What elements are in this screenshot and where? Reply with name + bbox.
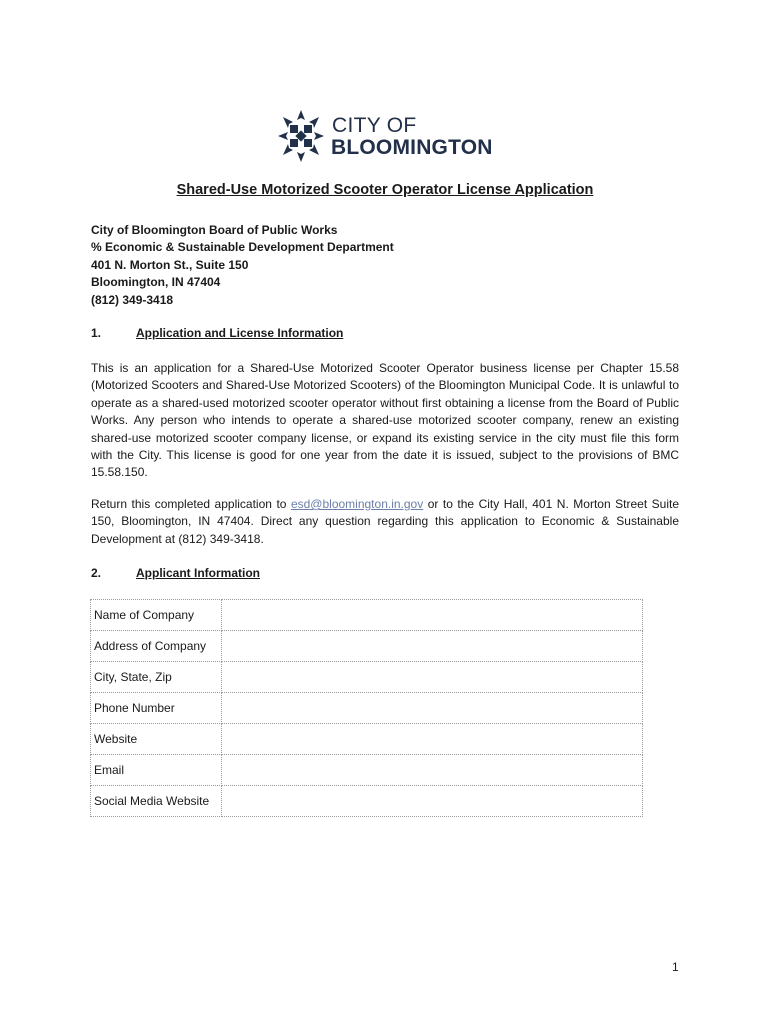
applicant-info-table	[90, 599, 643, 817]
city-logo	[276, 108, 506, 166]
table-row	[91, 786, 643, 817]
table-row	[91, 693, 643, 724]
city-state-zip-field[interactable]	[222, 662, 643, 693]
page-number: 1	[672, 960, 679, 974]
table-row	[91, 724, 643, 755]
field-label: Phone Number	[91, 693, 222, 724]
phone-number-field[interactable]	[222, 693, 643, 724]
field-label: Website	[91, 724, 222, 755]
address-line: % Economic & Sustainable Development Department	[91, 240, 394, 255]
table-row	[91, 755, 643, 786]
logo-line-2: BLOOMINGTON	[331, 136, 493, 159]
section-number: 1.	[91, 326, 102, 340]
company-name-field[interactable]	[222, 600, 643, 631]
logo-line-1: CITY OF	[332, 114, 417, 137]
address-block	[91, 222, 394, 309]
table-row	[91, 600, 643, 631]
field-label: Address of Company	[91, 631, 222, 662]
address-line: (812) 349-3418	[91, 292, 174, 307]
address-line: City of Bloomington Board of Public Works	[91, 223, 338, 237]
section-number: 2.	[91, 566, 102, 580]
company-address-field[interactable]	[222, 631, 643, 662]
field-label: Social Media Website	[91, 786, 222, 817]
table-row	[91, 662, 643, 693]
email-field[interactable]	[222, 755, 643, 786]
section-title: Applicant Information	[136, 566, 260, 580]
bloomington-star-icon	[276, 108, 326, 164]
address-line: 401 N. Morton St., Suite 150	[91, 257, 249, 272]
field-label: City, State, Zip	[91, 662, 222, 693]
social-media-field[interactable]	[222, 786, 643, 817]
return-suffix: or to the City Hall, 401 N. Morton Street Suite 150, Bloomington, IN 47404. Direct any question regarding this application to Economic & Sustainable Development at (812) 349-3418.	[91, 497, 680, 546]
return-instructions-paragraph	[91, 496, 679, 548]
website-field[interactable]	[222, 724, 643, 755]
table-row	[91, 631, 643, 662]
address-line: Bloomington, IN 47404	[91, 275, 221, 290]
section-1-heading	[91, 326, 343, 340]
email-link[interactable]: esd@bloomington.in.gov	[290, 497, 424, 511]
return-prefix: Return this completed application to	[91, 497, 291, 511]
section-2-heading	[91, 566, 260, 580]
page-title: Shared-Use Motorized Scooter Operator License Application	[176, 182, 594, 198]
section-title: Application and License Information	[136, 326, 344, 340]
field-label: Email	[91, 755, 222, 786]
license-info-paragraph: This is an application for a Shared-Use Motorized Scooter Operator business license per Chapter 15.58 (Motorized Scooters and Shared-Use Motorized Scooters) of the Bloomington Municipal Code. It is unlawful to operate as a shared-used motorized scooter operator without first obtaining a license from the Board of Public Works. Any person who intends to operate a shared-use motorized scooter company, renew an existing shared-use motorized scooter company license, or expand its existing service in the city must file this form with the City. This license is good for one year from the date it is issued, subject to the provisions of BMC 15.58.150.	[91, 361, 679, 480]
field-label: Name of Company	[91, 600, 222, 631]
